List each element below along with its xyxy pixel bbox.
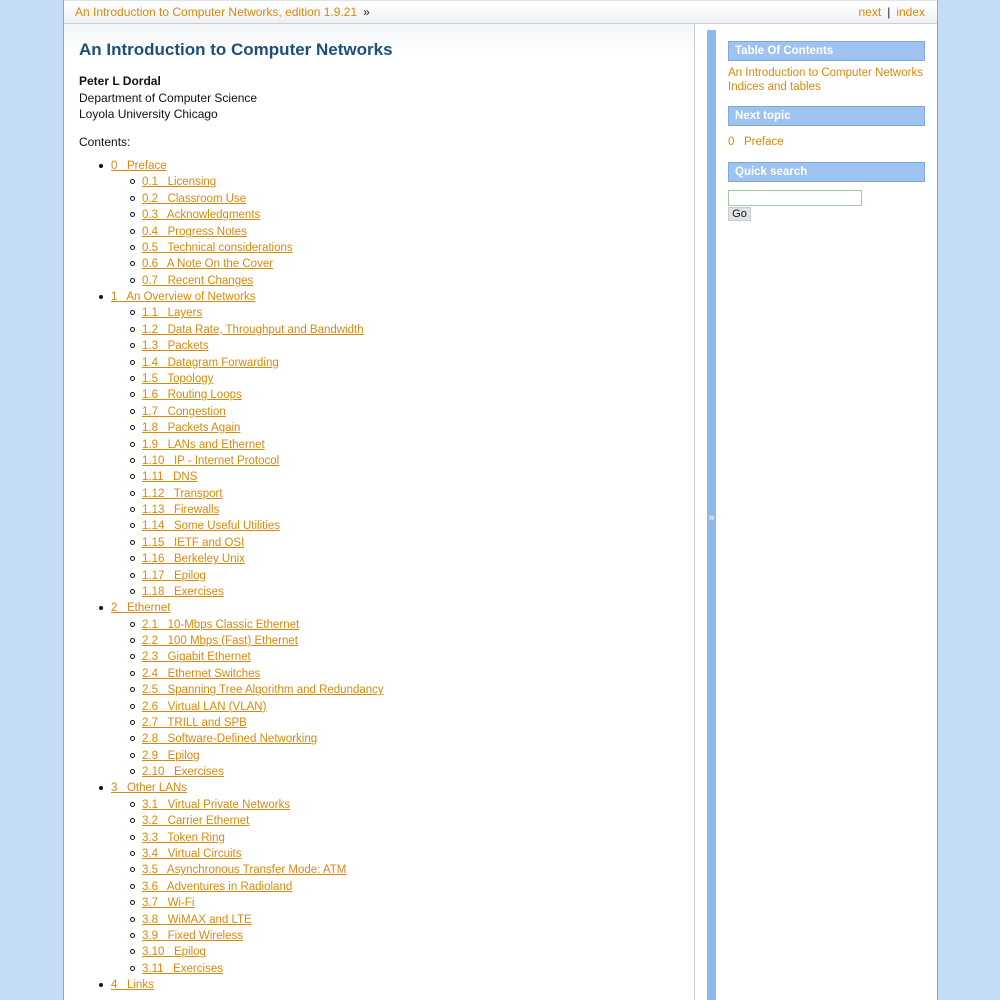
toc-link[interactable]: 0.5 Technical considerations — [142, 241, 293, 254]
toc-section-item — [142, 749, 200, 763]
toc-section-item — [142, 552, 245, 566]
sidebar-toc-link-indices[interactable]: Indices and tables — [728, 81, 821, 93]
toc-link[interactable]: 1.7 Congestion — [142, 405, 226, 418]
toc-link[interactable]: 1.6 Routing Loops — [142, 389, 242, 402]
toc-section-item — [142, 814, 249, 828]
toc-link[interactable]: 1.3 Packets — [142, 340, 209, 353]
toc-link[interactable]: 2.5 Spanning Tree Algorithm and Redundancy — [142, 684, 384, 697]
toc-section-item — [142, 863, 346, 877]
toc-section-item — [142, 913, 252, 927]
toc-chapter-item — [111, 290, 255, 304]
breadcrumb-separator: » — [363, 5, 370, 19]
toc-section-item — [142, 372, 213, 386]
toc-section-item — [142, 831, 225, 845]
toc-section-item — [142, 421, 240, 435]
toc-link[interactable]: 2.1 10-Mbps Classic Ethernet — [142, 618, 300, 631]
relbar-links — [859, 5, 926, 19]
toc-section-item — [142, 175, 216, 189]
toc-section-item — [142, 683, 384, 697]
breadcrumb — [75, 5, 370, 19]
toc-link[interactable]: 3.7 Wi-Fi — [142, 897, 195, 910]
toc-link[interactable]: 0.1 Licensing — [142, 176, 217, 189]
toc-link[interactable]: 3.8 WiMAX and LTE — [142, 913, 252, 926]
toc-section-item — [142, 569, 206, 583]
toc-link[interactable]: 1.8 Packets Again — [142, 422, 241, 435]
toc-heading: Table Of Contents — [728, 41, 925, 61]
toc-section-item — [142, 454, 279, 468]
toc-link[interactable]: 2.10 Exercises — [142, 766, 224, 779]
toc-link[interactable]: 0.4 Progress Notes — [142, 225, 247, 238]
toc-link[interactable]: 2.8 Software-Defined Networking — [142, 733, 318, 746]
toc-link[interactable]: 3.5 Asynchronous Transfer Mode: ATM — [142, 864, 347, 877]
toc-link[interactable]: 1.14 Some Useful Utilities — [142, 520, 281, 533]
contents-label: Contents: — [79, 135, 131, 149]
toc-link[interactable]: 1.15 IETF and OSI — [142, 536, 245, 549]
toc-link[interactable]: 0.3 Acknowledgments — [142, 209, 261, 222]
toc-link[interactable]: 1.12 Transport — [142, 487, 223, 500]
toc-section-item — [142, 847, 242, 861]
toc-link[interactable]: 0.7 Recent Changes — [142, 274, 254, 287]
toc-chapter-item — [111, 781, 187, 795]
index-link[interactable]: index — [896, 5, 925, 19]
toc-section-item — [142, 929, 243, 943]
toc-section-item — [142, 634, 298, 648]
author-name: Peter L Dordal — [79, 74, 161, 88]
toc-section-item — [142, 536, 244, 550]
breadcrumb-home-link[interactable]: An Introduction to Computer Networks, edition 1.9.21 — [75, 5, 358, 19]
toc-chapter-item — [111, 601, 170, 615]
related-navigation-bar — [64, 0, 937, 24]
toc-section-item — [142, 405, 226, 419]
toc-link[interactable]: 2.6 Virtual LAN (VLAN) — [142, 700, 267, 713]
toc-link[interactable]: 0.2 Classroom Use — [142, 192, 247, 205]
main-content — [64, 24, 695, 1000]
toc-link[interactable]: 3 Other LANs — [111, 782, 188, 795]
page-title: An Introduction to Computer Networks — [79, 40, 393, 59]
toc-section-item — [142, 519, 280, 533]
go-button[interactable]: Go — [728, 207, 751, 221]
toc-section-item — [142, 438, 265, 452]
toc-link[interactable]: 0.6 A Note On the Cover — [142, 258, 274, 271]
sidebar-toc-link-intro[interactable]: An Introduction to Computer Networks — [728, 67, 923, 79]
toc-section-item — [142, 323, 364, 337]
double-chevron-right-icon: » — [708, 512, 715, 524]
toc-section-item — [142, 700, 266, 714]
toc-section-item — [142, 257, 273, 271]
toc-link[interactable]: 3.10 Epilog — [142, 946, 206, 959]
toc-section-item — [142, 503, 219, 517]
quick-search-heading: Quick search — [728, 162, 925, 182]
toc-section-item — [142, 798, 290, 812]
toc-link[interactable]: 1.2 Data Rate, Throughput and Bandwidth — [142, 323, 364, 336]
toc-section-item — [142, 306, 202, 320]
toc-link[interactable]: 1.11 DNS — [142, 471, 198, 484]
toc-section-item — [142, 208, 260, 222]
toc-section-item — [142, 962, 223, 976]
toc-link[interactable]: 3.4 Virtual Circuits — [142, 848, 242, 860]
toc-section-item — [142, 667, 260, 681]
toc-link[interactable]: 2.4 Ethernet Switches — [142, 667, 261, 680]
toc-link[interactable]: 1.13 Firewalls — [142, 504, 220, 516]
toc-section-item — [142, 880, 292, 894]
toc-link[interactable]: 3.6 Adventures in Radioland — [142, 880, 293, 893]
toc-section-item — [142, 732, 317, 746]
toc-link[interactable]: 3.3 Token Ring — [142, 831, 225, 844]
university: Loyola University Chicago — [79, 107, 218, 121]
toc-section-item — [142, 487, 223, 501]
toc-section-item — [142, 388, 242, 402]
next-topic-heading: Next topic — [728, 106, 925, 126]
toc-link[interactable]: 3.1 Virtual Private Networks — [142, 798, 291, 811]
toc-chapter-item — [111, 159, 167, 173]
toc-link[interactable]: 2.2 100 Mbps (Fast) Ethernet — [142, 635, 298, 647]
next-link[interactable]: next — [858, 5, 882, 19]
toc-section-item — [142, 225, 247, 239]
toc-link[interactable]: 1.16 Berkeley Unix — [142, 553, 245, 566]
toc-link[interactable]: 0 Preface — [111, 160, 167, 172]
toc-section-item — [142, 470, 197, 484]
toc-section-item — [142, 356, 279, 370]
search-input[interactable] — [728, 190, 862, 206]
toc-section-item — [142, 274, 253, 288]
toc-link[interactable]: 1.4 Datagram Forwarding — [142, 356, 279, 369]
toc-link[interactable]: 1.17 Epilog — [142, 569, 206, 582]
toc-link[interactable]: 4 Links — [111, 979, 154, 991]
toc-link[interactable]: 2.9 Epilog — [142, 749, 200, 762]
toc-section-item — [142, 945, 206, 959]
toc-link[interactable]: 2 Ethernet — [111, 602, 171, 615]
toc-section-item — [142, 896, 194, 910]
sidebar-collapse-toggle[interactable] — [707, 30, 716, 1000]
relbar-separator: | — [887, 5, 891, 19]
toc-link[interactable]: 1.9 LANs and Ethernet — [142, 438, 265, 451]
toc-section-item — [142, 192, 246, 206]
toc-link[interactable]: 1 An Overview of Networks — [111, 291, 256, 303]
toc-section-item — [142, 241, 293, 255]
toc-section-item — [142, 650, 251, 664]
toc-link[interactable]: 1.18 Exercises — [142, 585, 224, 598]
page-container — [63, 0, 938, 1000]
toc-section-item — [142, 618, 299, 632]
toc-section-item — [142, 765, 224, 779]
toc-section-item — [142, 585, 224, 599]
toc-chapter-item — [111, 978, 154, 992]
toc-link[interactable]: 1.1 Layers — [142, 307, 203, 320]
toc-link[interactable]: 2.3 Gigabit Ethernet — [142, 651, 251, 664]
department: Department of Computer Science — [79, 91, 258, 105]
toc-link[interactable]: 3.9 Fixed Wireless — [142, 929, 243, 942]
toc-link[interactable]: 2.7 TRILL and SPB — [142, 716, 247, 729]
next-topic-link[interactable]: 0 Preface — [728, 136, 784, 148]
toc-link[interactable]: 3.11 Exercises — [142, 962, 223, 975]
toc-link[interactable]: 3.2 Carrier Ethernet — [142, 815, 250, 828]
toc-section-item — [142, 716, 247, 730]
toc-link[interactable]: 1.10 IP - Internet Protocol — [142, 454, 280, 467]
toc-link[interactable]: 1.5 Topology — [142, 372, 214, 385]
toc-section-item — [142, 339, 208, 353]
